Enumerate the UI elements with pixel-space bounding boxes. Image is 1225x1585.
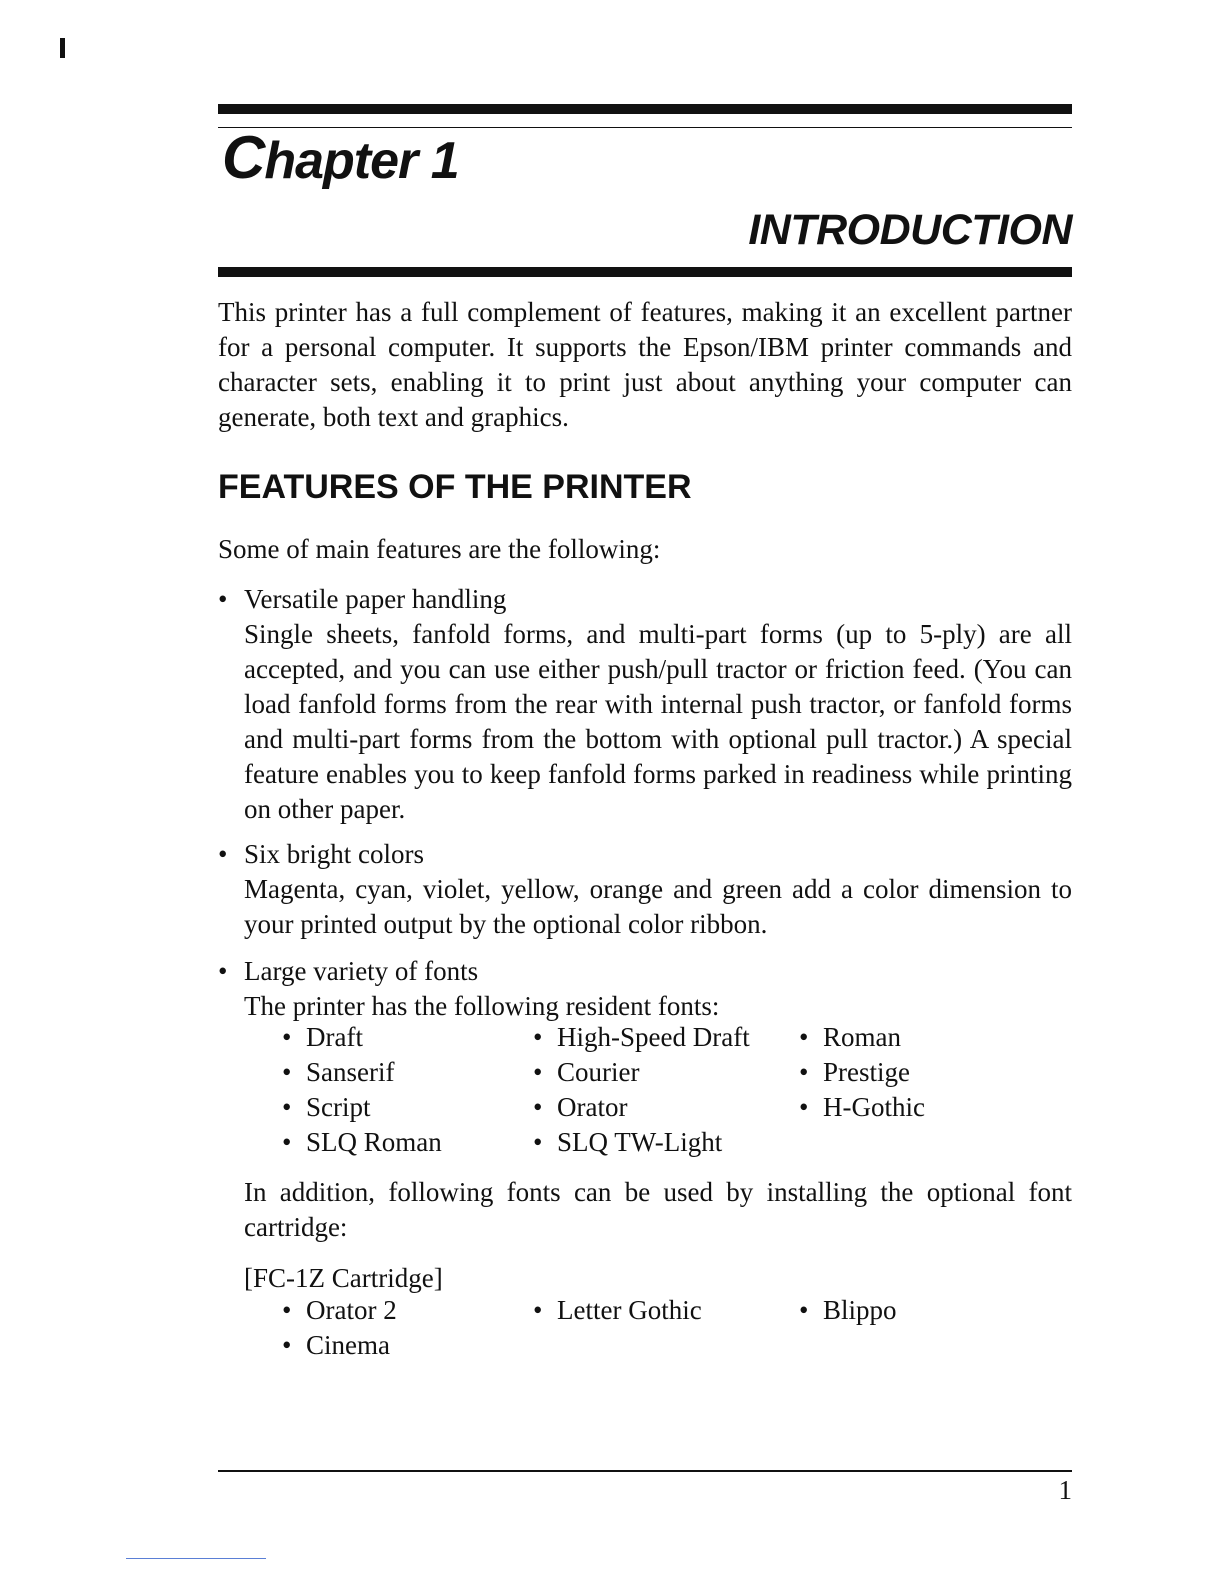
intro-paragraph: This printer has a full complement of features, making it an excellent partner for a personal computer. It supports the Epson/IBM printer commands and character sets, enabling it to print just about anything your computer can generate, both text and graphics. [218, 297, 1072, 432]
feature-title: Six bright colors [244, 839, 424, 869]
font-list-item: • H-Gothic [799, 1092, 925, 1122]
scan-edge-mark [60, 38, 65, 58]
scan-artifact-line [126, 1558, 266, 1559]
chapter-label [222, 124, 459, 191]
footer-rule [218, 1470, 1072, 1472]
feature-item [218, 582, 1072, 827]
cartridge-note: In addition, following fonts can be used by installing the optional font cartridge: [244, 1177, 1072, 1242]
section-lead: Some of main features are the following: [218, 534, 661, 564]
feature-item [218, 837, 1072, 942]
font-list-item: • Cinema [282, 1330, 390, 1360]
font-list-item: • Letter Gothic [533, 1295, 702, 1325]
font-list-item: • Script [282, 1092, 371, 1122]
chapter-label-initial: C [222, 124, 265, 191]
feature-description: Magenta, cyan, violet, yellow, orange and green add a color dimension to your printed output by the optional color ribbon. [244, 874, 1072, 939]
page-number: 1 [1058, 1475, 1072, 1505]
feature-title: Versatile paper handling [244, 584, 507, 614]
cartridge-label: [FC-1Z Cartridge] [244, 1263, 443, 1293]
chapter-rule-bottom [218, 267, 1072, 277]
chapter-label-rest: hapter 1 [264, 132, 459, 190]
chapter-rule-top [218, 104, 1072, 114]
feature-title: Large variety of fonts [244, 956, 479, 986]
font-list-item: • Orator [533, 1092, 628, 1122]
chapter-title: INTRODUCTION [748, 206, 1072, 254]
font-list-item: • Sanserif [282, 1057, 395, 1087]
font-list-item: • SLQ Roman [282, 1127, 442, 1157]
bullet: • [218, 956, 228, 986]
bullet: • [218, 839, 228, 869]
feature-item [218, 954, 1072, 1024]
font-list-item: • Courier [533, 1057, 640, 1087]
font-list-item: • Prestige [799, 1057, 910, 1087]
font-list-item: • SLQ TW-Light [533, 1127, 723, 1157]
feature-description: The printer has the following resident fonts: [244, 991, 720, 1021]
font-list-item: • High-Speed Draft [533, 1022, 750, 1052]
font-list-item: • Draft [282, 1022, 363, 1052]
bullet: • [218, 584, 228, 614]
font-list-item: • Roman [799, 1022, 901, 1052]
font-list-item: • Orator 2 [282, 1295, 397, 1325]
feature-description: Single sheets, fanfold forms, and multi-part forms (up to 5-ply) are all accepted, and you can use either push/pull tractor or friction feed. (You can load fanfold forms from the rear with internal push tractor, or fanfold forms and multi-part forms from the bottom with optional pull tractor.) A special feature enables you to keep fanfold forms parked in readiness while printing on other paper. [244, 619, 1072, 824]
section-heading: FEATURES OF THE PRINTER [218, 468, 692, 506]
font-list-item: • Blippo [799, 1295, 897, 1325]
